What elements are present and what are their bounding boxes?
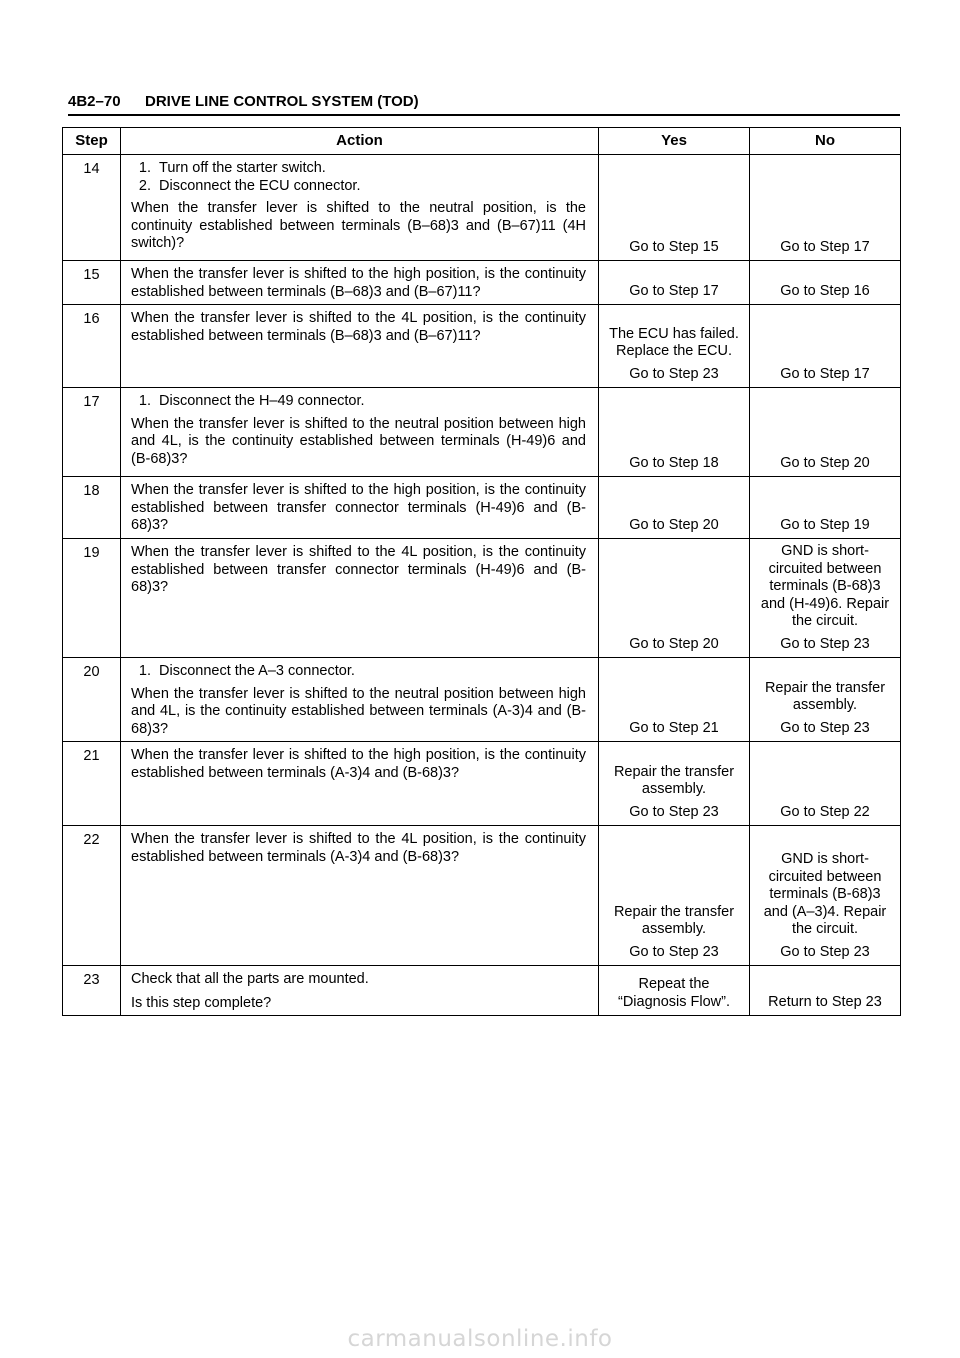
no-result-cell (750, 477, 901, 539)
step-number: 20 (63, 658, 121, 742)
action-cell (121, 966, 599, 1016)
no-result-action: Go to Step 22 (780, 803, 870, 820)
no-result-cell (750, 658, 901, 742)
action-question: Check that all the parts are mounted. (131, 971, 369, 987)
action-cell (121, 826, 599, 966)
yes-result-action: Go to Step 17 (629, 282, 719, 299)
yes-result-action: Repeat the “Diagnosis Flow”. (618, 976, 730, 1010)
action-question: When the transfer lever is shifted to the high position, is the continuity established between terminals (A-3)4 and (B-68)3? (131, 747, 586, 781)
table-row (63, 477, 901, 539)
action-cell (121, 155, 599, 261)
section-code: 4B2–70 (68, 93, 121, 110)
no-result-action: Go to Step 23 (780, 635, 870, 652)
action-question: When the transfer lever is shifted to the 4L position, is the continuity established between terminals (B–68)3 and (B–67)11? (131, 310, 586, 344)
no-result-cell (750, 966, 901, 1016)
yes-result-action: Go to Step 23 (629, 803, 719, 820)
yes-result-action: Go to Step 18 (629, 454, 719, 471)
no-result-note: GND is short-circuited between terminals (B-68)3 and (H-49)6. Repair the circuit. (760, 543, 890, 629)
yes-result-cell (599, 658, 750, 742)
action-cell (121, 477, 599, 539)
step-number: 22 (63, 826, 121, 966)
step-number: 17 (63, 388, 121, 477)
no-result-action: Go to Step 20 (780, 454, 870, 471)
table-row (63, 388, 901, 477)
no-result-action: Go to Step 23 (780, 943, 870, 960)
yes-result-cell (599, 826, 750, 966)
step-number: 15 (63, 261, 121, 305)
yes-result-cell (599, 742, 750, 826)
step-number: 21 (63, 742, 121, 826)
yes-result-cell (599, 539, 750, 658)
table-row (63, 966, 901, 1016)
column-header-action: Action (121, 128, 599, 155)
page-header (68, 92, 900, 116)
yes-result-action: Go to Step 23 (629, 365, 719, 382)
substep-item: 1. Disconnect the H–49 connector. (155, 393, 586, 411)
no-result-note: GND is short-circuited between terminals (B-68)3 and (A–3)4. Repair the circuit. (763, 851, 887, 937)
no-result-cell (750, 155, 901, 261)
no-result-cell (750, 539, 901, 658)
action-cell (121, 261, 599, 305)
yes-result-cell (599, 155, 750, 261)
no-result-cell (750, 826, 901, 966)
yes-result-action: Go to Step 20 (629, 516, 719, 533)
table-row (63, 261, 901, 305)
column-header-yes: Yes (599, 128, 750, 155)
yes-result-cell (599, 966, 750, 1016)
yes-result-cell (599, 388, 750, 477)
table-body (63, 155, 901, 1016)
no-result-action: Return to Step 23 (768, 993, 882, 1010)
no-result-action: Go to Step 17 (780, 365, 870, 382)
section-title: DRIVE LINE CONTROL SYSTEM (TOD) (145, 93, 419, 110)
step-number: 18 (63, 477, 121, 539)
step-number: 14 (63, 155, 121, 261)
action-cell (121, 539, 599, 658)
action-question: When the transfer lever is shifted to the neutral position, is the continuity established between terminals (B–68)3 and (B–67)11 (4H switch)? (131, 200, 586, 251)
table-header-row (63, 128, 901, 155)
no-result-action: Go to Step 19 (780, 516, 870, 533)
table-row (63, 826, 901, 966)
yes-result-cell (599, 261, 750, 305)
column-header-no: No (750, 128, 901, 155)
substep-list (131, 663, 586, 681)
action-question: When the transfer lever is shifted to the 4L position, is the continuity established between transfer connector terminals (H-49)6 and (B-68)3? (131, 544, 586, 595)
no-result-action: Go to Step 23 (780, 719, 870, 736)
action-question: When the transfer lever is shifted to the high position, is the continuity established between transfer connector terminals (H-49)6 and (B-68)3? (131, 482, 586, 533)
action-cell (121, 305, 599, 388)
yes-result-note: The ECU has failed. Replace the ECU. (609, 325, 739, 359)
watermark: carmanualsonline.info (347, 1326, 613, 1352)
no-result-cell (750, 305, 901, 388)
action-question-secondary: Is this step complete? (131, 994, 272, 1011)
action-question: When the transfer lever is shifted to the neutral position between high and 4L, is the continuity established between terminals (A-3)4 and (B-68)3? (131, 685, 586, 737)
yes-result-cell (599, 477, 750, 539)
yes-result-note: Repair the transfer assembly. (613, 763, 735, 797)
no-result-cell (750, 388, 901, 477)
action-question: When the transfer lever is shifted to the 4L position, is the continuity established between terminals (A-3)4 and (B-68)3? (131, 831, 586, 865)
diagnosis-table (62, 127, 901, 1016)
step-number: 16 (63, 305, 121, 388)
action-question: When the transfer lever is shifted to the high position, is the continuity established between terminals (B–68)3 and (B–67)11? (131, 266, 586, 300)
no-result-note: Repair the transfer assembly. (764, 679, 886, 713)
step-number: 23 (63, 966, 121, 1016)
table-row (63, 742, 901, 826)
table-row (63, 539, 901, 658)
substep-item: 1. Turn off the starter switch. (155, 160, 586, 178)
table-row (63, 155, 901, 261)
yes-result-action: Go to Step 15 (629, 238, 719, 255)
no-result-action: Go to Step 17 (780, 238, 870, 255)
substep-item: 1. Disconnect the A–3 connector. (155, 663, 586, 681)
substep-list (131, 393, 586, 411)
substep-item: 2. Disconnect the ECU connector. (155, 178, 586, 196)
action-cell (121, 742, 599, 826)
substep-list (131, 160, 586, 195)
yes-result-cell (599, 305, 750, 388)
yes-result-action: Go to Step 23 (629, 943, 719, 960)
table-row (63, 658, 901, 742)
column-header-step: Step (63, 128, 121, 155)
no-result-action: Go to Step 16 (780, 282, 870, 299)
yes-result-action: Go to Step 20 (629, 635, 719, 652)
step-number: 19 (63, 539, 121, 658)
yes-result-note: Repair the transfer assembly. (613, 903, 735, 937)
table-row (63, 305, 901, 388)
no-result-cell (750, 261, 901, 305)
action-cell (121, 388, 599, 477)
action-cell (121, 658, 599, 742)
yes-result-action: Go to Step 21 (629, 719, 719, 736)
no-result-cell (750, 742, 901, 826)
action-question: When the transfer lever is shifted to the neutral position between high and 4L, is the continuity established between terminals (H-49)6 and (B-68)3? (131, 415, 586, 467)
